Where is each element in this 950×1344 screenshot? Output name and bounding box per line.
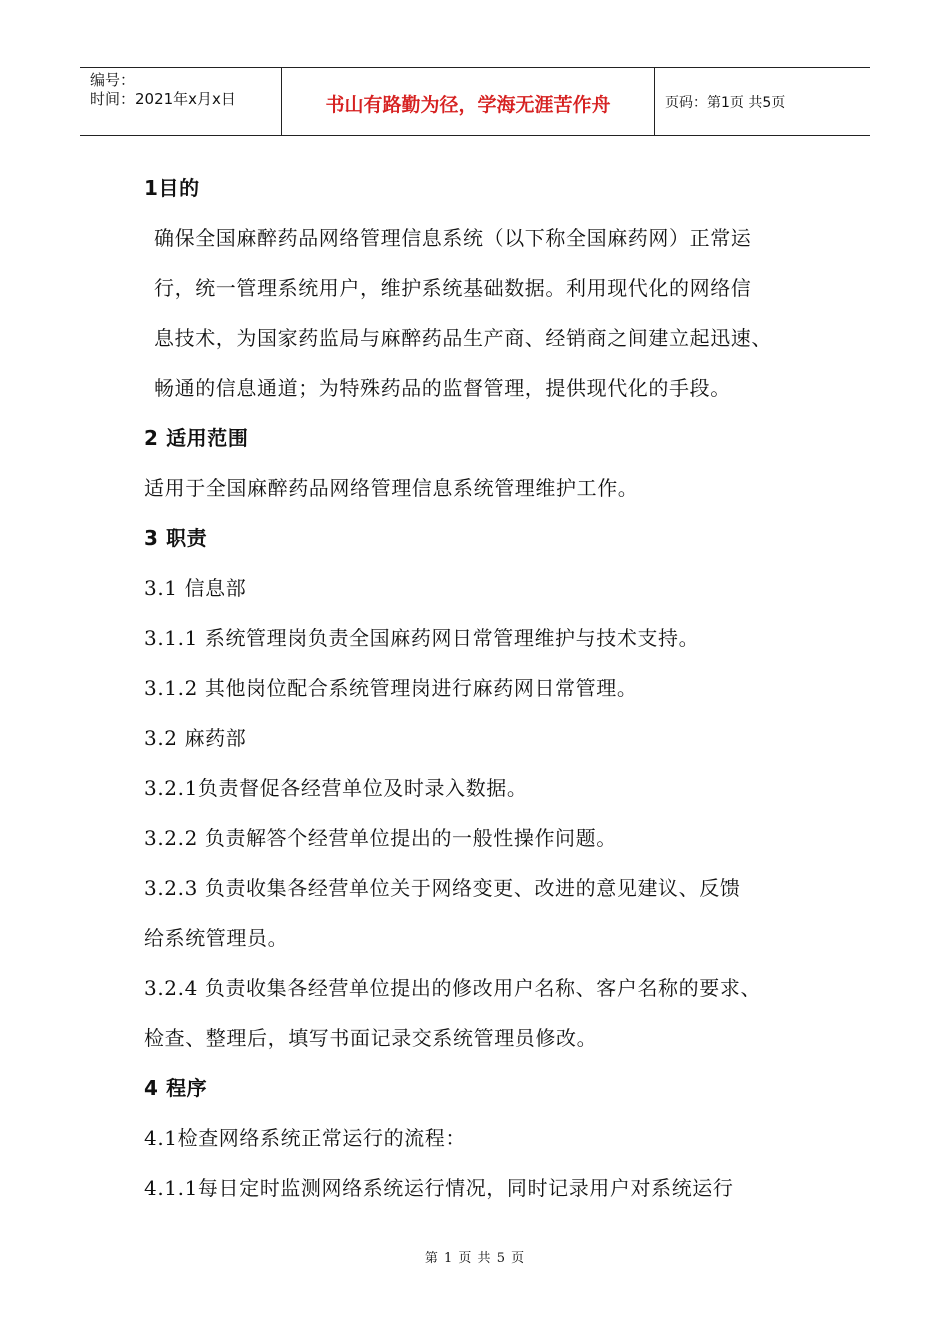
section-2-heading: 2 适用范围 [144, 426, 249, 450]
header-motto: 书山有路勤为径，学海无涯苦作舟 [281, 68, 655, 135]
section-1-heading: 1目的 [144, 176, 200, 200]
list-item-continuation: 给系统管理员。 [144, 926, 289, 950]
list-item: 3.1.1 系统管理岗负责全国麻药网日常管理维护与技术支持。 [144, 626, 700, 650]
subsection-heading: 4.1检查网络系统正常运行的流程： [144, 1126, 467, 1150]
list-item: 3.2.3 负责收集各经营单位关于网络变更、改进的意见建议、反馈 [144, 876, 741, 900]
section-4-heading: 4 程序 [144, 1076, 208, 1100]
paragraph-line: 畅通的信息通道；为特殊药品的监督管理，提供现代化的手段。 [154, 376, 731, 400]
document-header [80, 67, 870, 136]
page-footer: 第 1 页 共 5 页 [424, 1251, 526, 1266]
list-item: 3.2.4 负责收集各经营单位提出的修改用户名称、客户名称的要求、 [144, 976, 762, 1000]
document-date: 时间：2021年x月x日 [90, 90, 236, 108]
list-item: 4.1.1每日定时监测网络系统运行情况，同时记录用户对系统运行 [144, 1176, 734, 1200]
header-page-code: 页码：第1页 共5页 [665, 95, 786, 111]
list-item: 3.2.2 负责解答个经营单位提出的一般性操作问题。 [144, 826, 617, 850]
paragraph-line: 适用于全国麻醉药品网络管理信息系统管理维护工作。 [144, 476, 639, 500]
section-3-heading: 3 职责 [144, 526, 208, 550]
paragraph-line: 息技术，为国家药监局与麻醉药品生产商、经销商之间建立起迅速、 [154, 326, 772, 350]
header-meta [80, 68, 281, 135]
list-item: 3.2.1负责督促各经营单位及时录入数据。 [144, 776, 528, 800]
paragraph-line: 确保全国麻醉药品网络管理信息系统（以下称全国麻药网）正常运 [154, 226, 752, 250]
list-item-continuation: 检查、整理后，填写书面记录交系统管理员修改。 [144, 1026, 598, 1050]
list-item: 3.1.2 其他岗位配合系统管理岗进行麻药网日常管理。 [144, 676, 638, 700]
subsection-heading: 3.2 麻药部 [144, 726, 247, 750]
document-number-label: 编号： [90, 71, 136, 89]
paragraph-line: 行，统一管理系统用户，维护系统基础数据。利用现代化的网络信 [154, 276, 752, 300]
subsection-heading: 3.1 信息部 [144, 576, 247, 600]
